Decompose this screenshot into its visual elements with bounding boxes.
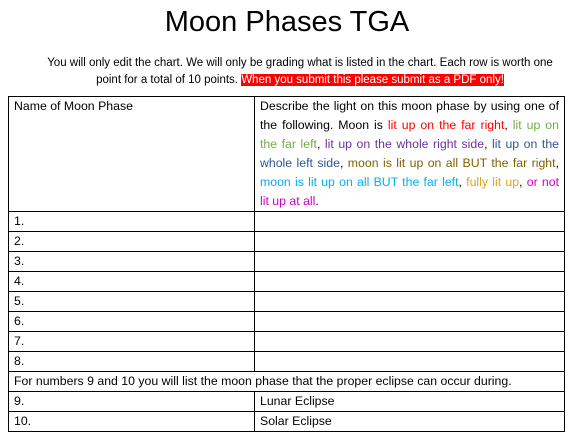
- header-light-description: [255, 97, 565, 212]
- table-row: [9, 352, 565, 372]
- option-all-but-far-right: moon is lit up on all BUT the far right: [347, 156, 556, 170]
- sep: ,: [555, 156, 559, 170]
- table-row: [9, 232, 565, 252]
- row-number: 9.: [9, 392, 255, 412]
- solar-eclipse-label[interactable]: Solar Eclipse: [255, 412, 565, 432]
- option-far-right: lit up on the far right: [387, 118, 505, 132]
- table-row: [9, 212, 565, 232]
- sep: ,: [316, 137, 325, 151]
- sep: ,: [339, 156, 348, 170]
- row-number: 4.: [9, 272, 255, 292]
- answer-cell[interactable]: [255, 272, 565, 292]
- row-number: 2.: [9, 232, 255, 252]
- row-number: 6.: [9, 312, 255, 332]
- row-number: 3.: [9, 252, 255, 272]
- table-row: [9, 392, 565, 412]
- instructions: [40, 55, 560, 89]
- sep: ,: [504, 118, 513, 132]
- desc-end: .: [315, 194, 319, 208]
- page-title: Moon Phases TGA: [164, 6, 410, 38]
- instructions-text: You will only edit the chart. We will only be grading what is listed in the chart. Each row is worth one point for a total of 10 points.: [47, 57, 553, 86]
- row-number: 1.: [9, 212, 255, 232]
- option-whole-left: lit up on the whole left side: [260, 137, 559, 170]
- header-row: [9, 97, 565, 212]
- sep: ,: [519, 175, 527, 189]
- answer-cell[interactable]: [255, 212, 565, 232]
- answer-cell[interactable]: [255, 252, 565, 272]
- eclipse-note-row: [9, 372, 565, 392]
- option-whole-right: lit up on the whole right side: [324, 137, 485, 151]
- answer-cell[interactable]: [255, 292, 565, 312]
- answer-cell[interactable]: [255, 352, 565, 372]
- pdf-warning-highlight: When you submit this please submit as a PDF only!: [241, 74, 504, 86]
- desc-lead: Describe the light on this moon phase by using one of the following. Moon is: [260, 99, 559, 132]
- row-number: 8.: [9, 352, 255, 372]
- option-not-lit: or not lit up at all: [260, 175, 559, 208]
- row-number: 10.: [9, 412, 255, 432]
- answer-cell[interactable]: [255, 232, 565, 252]
- table-row: [9, 272, 565, 292]
- sep: ,: [484, 137, 493, 151]
- table-row: [9, 252, 565, 272]
- row-number: 5.: [9, 292, 255, 312]
- table-row: [9, 332, 565, 352]
- table-row: [9, 412, 565, 432]
- table-row: [9, 312, 565, 332]
- option-all-but-far-left: moon is lit up on all BUT the far left: [260, 175, 459, 189]
- sep: ,: [458, 175, 467, 189]
- row-number: 7.: [9, 332, 255, 352]
- table-row: [9, 292, 565, 312]
- answer-cell[interactable]: [255, 332, 565, 352]
- lunar-eclipse-label[interactable]: Lunar Eclipse: [255, 392, 565, 412]
- header-phase-name: Name of Moon Phase: [9, 97, 255, 212]
- moon-phase-chart: [8, 96, 565, 432]
- option-fully-lit: fully lit up: [466, 175, 520, 189]
- eclipse-note: For numbers 9 and 10 you will list the moon phase that the proper eclipse can occur during.: [9, 372, 565, 392]
- answer-cell[interactable]: [255, 312, 565, 332]
- option-far-left: lit up on the far left: [260, 118, 559, 151]
